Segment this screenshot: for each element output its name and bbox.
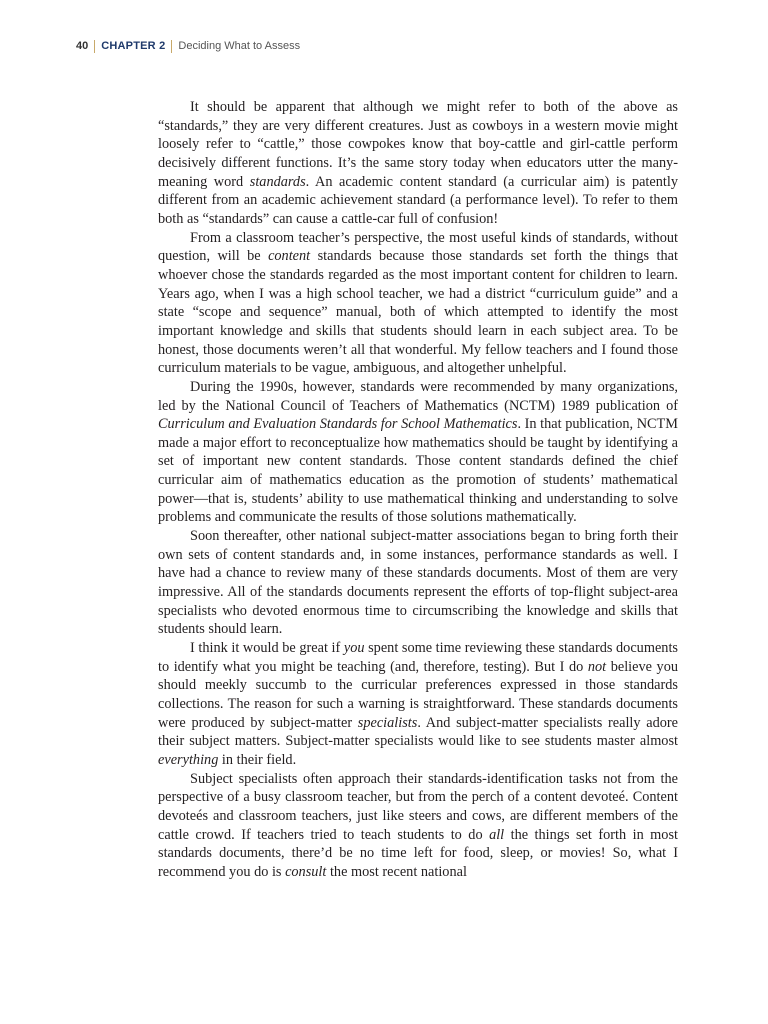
chapter-title: Deciding What to Assess xyxy=(178,40,301,52)
italic-run: not xyxy=(587,658,607,675)
paragraph xyxy=(158,527,678,639)
text-run: the most recent national xyxy=(326,863,467,880)
italic-run: consult xyxy=(285,863,327,880)
text-run: From a classroom teacher’s perspective, the most useful kinds of standards, without question, will be xyxy=(158,229,678,265)
text-run: . And subject-matter specialists really adore their subject matters. Subject-matter specialists would like to see students master almost xyxy=(158,714,678,750)
text-run: . In that publication, NCTM made a major effort to reconceptualize how mathematics should be taught by identifying a set of important new content standards. Those content standards defined the chief curricular aim of mathematics education as the promotion of students’ mathematical power—that is, students’ ability to use mathematical thinking and understanding to solve problems and communicate the results of those solutions mathematically. xyxy=(158,416,678,526)
text-run: During the 1990s, however, standards were recommended by many organizations, led by the National Council of Teachers of Mathematics (NCTM) 1989 publication of xyxy=(158,378,678,414)
italic-run: everything xyxy=(158,751,219,768)
italic-run: Curriculum and Evaluation Standards for School Mathematics xyxy=(158,416,518,433)
text-run: Soon thereafter, other national subject-matter associations began to bring forth their own sets of content standards and, in some instances, performance standards as well. I have had a chance to review many of these standards documents. Most of them are very impressive. All of the standards documents represent the efforts of top-flight subject-area specialists who devoted enormous time to circumscribing the knowledge and skills that students should learn. xyxy=(158,528,678,638)
text-run: Subject specialists often approach their standards-identification tasks not from the perspective of a busy classroom teacher, but from the perch of a content devoteé. Content devoteés and classroom teachers, just like steers and cows, are different members of the cattle crowd. If teachers tried to teach students to do xyxy=(158,770,678,843)
text-run: spent some time reviewing these standards documents to identify what you might be teaching (and, therefore, testing). But I do xyxy=(158,640,678,675)
text-run: in their field. xyxy=(218,751,297,768)
body-text xyxy=(158,98,678,882)
text-run: . An academic content standard (a curricular aim) is patently different from an academic achievement standard (a performance level). To refer to them both as “standards” can cause a cattle-car full of confusion! xyxy=(158,173,678,227)
paragraph xyxy=(158,639,678,770)
chapter-label: CHAPTER 2 xyxy=(101,40,166,52)
italic-run: you xyxy=(343,640,365,657)
text-run: I think it would be great if xyxy=(190,640,344,657)
italic-run: all xyxy=(489,826,505,843)
text-run: believe you should meekly succumb to the curricular preferences expressed in those standards collections. The reason for such a warning is straightforward. These standards documents were produced by subject-matter xyxy=(158,658,679,731)
running-head xyxy=(76,38,300,54)
text-run: standards because those standards set forth the things that whoever chose the standards regarded as the most important content for children to learn. Years ago, when I was a high school teacher, we had a district “curriculum guide” and a state “scope and sequence” manual, both of which attempted to identify the most important knowledge and skills that students should learn in each subject area. To be honest, those documents weren’t all that wonderful. My fellow teachers and I found those curriculum materials to be vague, ambiguous, and altogether unhelpful. xyxy=(158,248,678,377)
italic-run: content xyxy=(268,248,311,265)
header-divider xyxy=(94,40,95,53)
italic-run: specialists xyxy=(357,714,418,731)
paragraph xyxy=(158,98,678,229)
paragraph xyxy=(158,770,678,882)
text-run: the things set forth in most standards documents, there’d be no time left for food, sleep, or movies! So, what I recommend you do is xyxy=(158,826,678,880)
text-run: It should be apparent that although we might refer to both of the above as “standards,” they are very different creatures. Just as cowboys in a western movie might loosely refer to “cattle,” those cowpokes know that boy-cattle and girl-cattle perform decisively different functions. It’s the same story today when educators utter the many-meaning word xyxy=(158,99,678,190)
paragraph xyxy=(158,378,678,527)
italic-run: standards xyxy=(249,173,306,190)
paragraph xyxy=(158,229,678,378)
header-divider xyxy=(171,40,172,53)
page-number: 40 xyxy=(76,40,89,52)
